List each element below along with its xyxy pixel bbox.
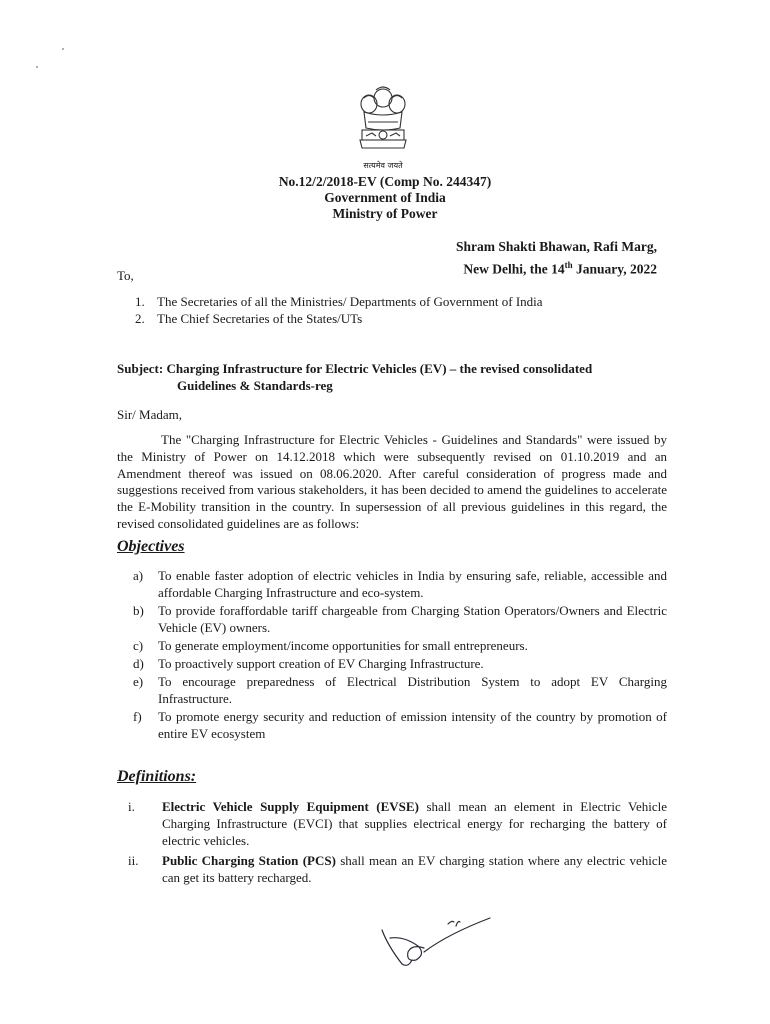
definitions-heading: Definitions: xyxy=(117,768,197,785)
scan-speck xyxy=(36,66,38,68)
national-emblem xyxy=(352,84,414,170)
subject-line-2: Guidelines & Standards-reg xyxy=(177,378,333,393)
list-number: 2. xyxy=(135,311,145,326)
list-text xyxy=(162,798,667,849)
list-item xyxy=(135,310,543,327)
list-number: e) xyxy=(133,674,144,689)
ministry-name: Ministry of Power xyxy=(332,206,438,221)
list-item xyxy=(133,567,667,601)
scan-speck xyxy=(62,48,64,50)
reference-block xyxy=(0,174,770,222)
list-text: To generate employment/income opportunities for small entrepreneurs. xyxy=(158,638,528,653)
list-item xyxy=(135,293,543,310)
list-text: To encourage preparedness of Electrical Distribution System to adopt EV Charging Infrastructure. xyxy=(158,674,667,706)
salutation: Sir/ Madam, xyxy=(117,407,182,422)
list-text: The Chief Secretaries of the States/UTs xyxy=(157,311,363,326)
list-number: b) xyxy=(133,603,144,618)
list-number: d) xyxy=(133,656,144,671)
address-line-2 xyxy=(456,256,657,279)
intro-paragraph xyxy=(117,432,667,533)
list-number: c) xyxy=(133,638,144,653)
list-item xyxy=(128,798,667,849)
objectives-heading: Objectives xyxy=(117,538,185,555)
recipient-list xyxy=(135,293,543,327)
date-suffix-sup: th xyxy=(564,260,573,270)
intro-paragraph-text: The "Charging Infrastructure for Electric Vehicles - Guidelines and Standards" were issued by the Ministry of Power on 14.12.2018 which were subsequently revised on 01.10.2019 and an Amendment thereof was issued on 08.06.2020. After careful consideration of progress made and suggestions received from various stakeholders, it has been decided to amend the guidelines to accelerate the E-Mobility transition in the country. In supersession of all previous guidelines in this regard, the revised consolidated guidelines are as follows: xyxy=(117,432,667,531)
list-item xyxy=(133,673,667,707)
list-number: i. xyxy=(128,799,135,814)
subject-block xyxy=(117,360,667,394)
list-item xyxy=(133,602,667,636)
definition-text: shall mean an element in Electric Vehicle Charging Infrastructure (EVCI) that supplies electrical energy for recharging the battery of electric vehicles. xyxy=(162,799,667,848)
list-number: f) xyxy=(133,709,142,724)
date-prefix: New Delhi, the 14 xyxy=(463,261,565,277)
emblem-motto: सत्यमेव जयते xyxy=(363,161,403,170)
list-text: To proactively support creation of EV Charging Infrastructure. xyxy=(158,656,484,671)
address-block xyxy=(456,238,657,279)
list-text: To promote energy security and reduction of emission intensity of the country by promotion of entire EV ecosystem xyxy=(158,709,667,741)
list-item xyxy=(133,708,667,742)
government-name: Government of India xyxy=(324,190,446,205)
list-item xyxy=(133,637,667,654)
to-label: To, xyxy=(117,268,134,283)
definition-term: Electric Vehicle Supply Equipment (EVSE) xyxy=(162,799,419,814)
list-text: To provide foraffordable tariff chargeable from Charging Station Operators/Owners and Electric Vehicle (EV) owners. xyxy=(158,603,667,635)
date-month-year: January, 2022 xyxy=(572,261,657,277)
definitions-list xyxy=(128,798,667,887)
list-number: a) xyxy=(133,568,144,583)
list-item xyxy=(133,655,667,672)
list-text: The Secretaries of all the Ministries/ Departments of Government of India xyxy=(157,294,543,309)
list-item xyxy=(128,852,667,886)
list-text xyxy=(162,852,667,886)
list-number: ii. xyxy=(128,853,139,868)
signature xyxy=(378,916,498,976)
address-line-1: Shram Shakti Bhawan, Rafi Marg, xyxy=(455,239,657,254)
list-text: To enable faster adoption of electric vehicles in India by ensuring safe, reliable, accessible and affordable Charging Infrastructure and eco-system. xyxy=(158,568,667,600)
subject-line-1: Subject: Charging Infrastructure for Electric Vehicles (EV) – the revised consolidated xyxy=(117,361,593,376)
list-number: 1. xyxy=(135,294,145,309)
reference-number: No.12/2/2018-EV (Comp No. 244347) xyxy=(278,174,492,189)
definition-text: shall mean an EV charging station where any electric vehicle can get its battery recharged. xyxy=(162,853,667,885)
objectives-list xyxy=(133,567,667,743)
definition-term: Public Charging Station (PCS) xyxy=(162,853,336,868)
